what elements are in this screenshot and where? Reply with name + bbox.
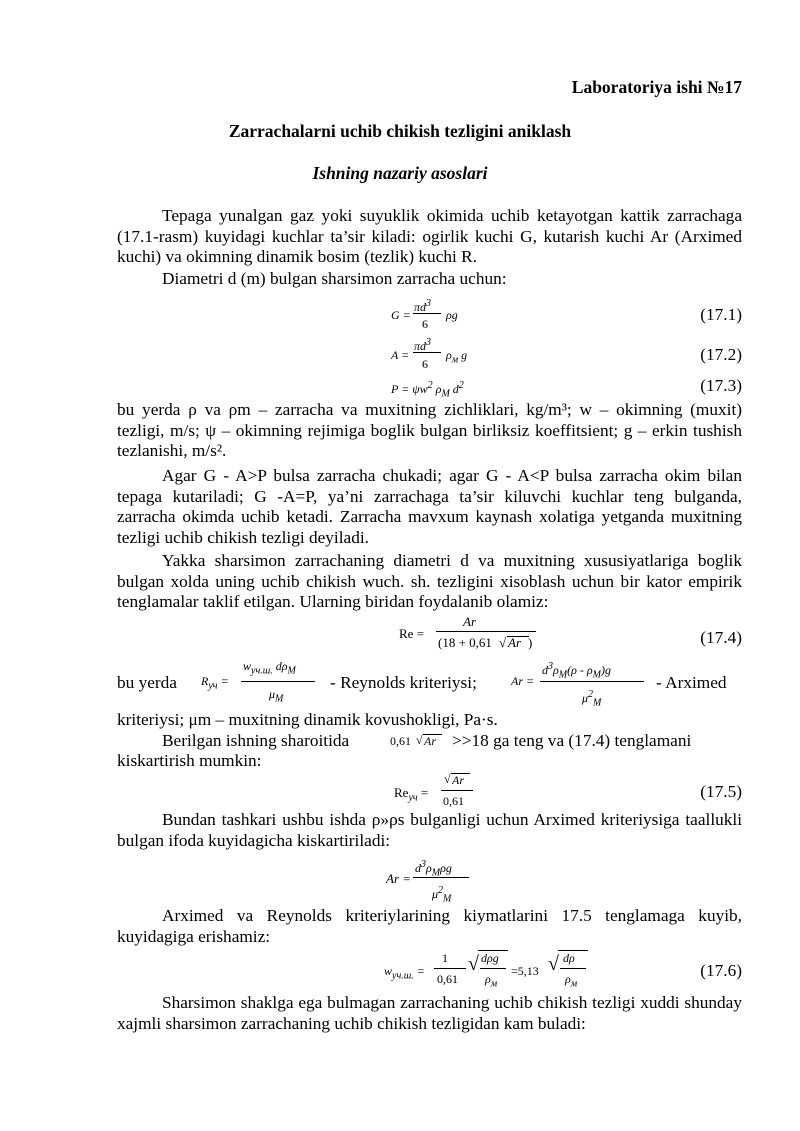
section-title: Ishning nazariy asoslari xyxy=(312,163,488,183)
lab-title: Laboratoriya ishi №17 xyxy=(571,77,742,97)
equation-number: (17.4) xyxy=(700,628,742,647)
equation-number: (17.2) xyxy=(700,345,742,364)
paragraph-viscosity: kriteriysi; μm – muxitning dinamik kovushokligi, Pa·s. xyxy=(117,710,498,729)
equation-number: (17.1) xyxy=(700,305,742,324)
text-reynolds: - Reynolds kriteriysi; xyxy=(330,673,477,692)
text-archimedes: - Arximed xyxy=(656,673,727,692)
text-kiskartirish: kiskartirish mumkin: xyxy=(117,751,262,770)
paragraph-forces: Tepaga yunalgan gaz yoki suyuklik okimida uchib ketayotgan kattik zarrachaga (17.1-rasm) kuyidagi kuchlar ta’sir kiladi: ogirlik kuchi G, kutarish kuchi Ar (Arximed kuchi) va okimning dinamik bosim (tezlik) kuchi R. xyxy=(117,206,742,267)
paragraph-simplification: Bundan tashkari ushbu ishda ρ»ρs bulganligi uchun Arximed kriteriysiga taallukli bulgan ifoda kuyidagicha kiskartiriladi: xyxy=(117,810,742,850)
paragraph-diameter: Diametri d (m) bulgan sharsimon zarracha uchun: xyxy=(162,269,507,288)
paragraph-substitution: Arximed va Reynolds kriteriylarining kiymatlarini 17.5 tenglamaga kuyib, kuyidagiga erishamiz: xyxy=(117,906,742,946)
paragraph-nonspherical: Sharsimon shaklga ega bulmagan zarrachaning uchib chikish tezligi xuddi shunday xajmli sharsimon zarrachaning uchib chikish tezligidan kam buladi: xyxy=(117,993,742,1033)
paragraph-definitions: bu yerda ρ va ρm – zarracha va muxitning zichliklari, kg/m³; w – okimning (muxit) tezligi, m/s; ψ – okimning rejimiga boglik bulgan birliksiz koeffitsient; g – erkin tushish tezlanishi, m/s². xyxy=(117,400,742,461)
paragraph-empirical: Yakka sharsimon zarrachaning diametri d va muxitning xususiyatlariga boglik bulgan xolda uning uchib chikish wuch. sh. tezligini xisoblash uchun bir kator empirik tenglamalar taklif etilgan. Ularning biridan foydalanib olamiz: xyxy=(117,551,742,612)
text-ga-teng: >>18 ga teng va (17.4) tenglamani xyxy=(452,731,692,750)
equation-number: (17.6) xyxy=(700,961,742,980)
paragraph-conditions: Agar G - A>P bulsa zarracha chukadi; agar G - A<P bulsa zarracha okim bilan tepaga kutariladi; G -A=P, ya’ni zarrachaga ta’sir kiluvchi kuchlar teng bulganda, zarracha okimda uchib ketadi. Zarracha mavxum kaynash xolatiga yetganda muxitning tezligi uchib chikish tezligi deyiladi. xyxy=(117,466,742,547)
document-page: Laboratoriya ishi №17 Zarrachalarni uchib chikish tezligini aniklash Ishning nazariy asoslari Tepaga yunalgan gaz yoki suyuklik okimida uchib ketayotgan kattik zarrachaga (17.1-rasm) kuyidagi kuchlar ta’sir kiladi: ogirlik kuchi G, kutarish kuchi Ar (Arximed kuchi) va okimning dinamik bosim (tezlik) kuchi R. Diametri d (m) bulgan sharsimon zarracha uchun: G = $\pi d^3$ 6 ρg (17.1) A = $\pi d^3$ 6 $\rho_м$ g (17.2) $P = \psi w^2$ $\rho_М$ $d^2$ (17.3) bu yerda ρ va ρm – zarracha va muxitning zichliklari, kg/m³; w – okimning (muxit) tezligi, m/s; ψ – okimning rejimiga boglik bulgan birliksiz koeffitsient; g – erkin tushish tezlanishi, m/s². Agar G - A>P bulsa zarracha chukadi; agar G - A<P bulsa zarracha okim bilan tepaga kutariladi; G -A=P, ya’ni zarrachaga ta’sir kiluvchi kuchlar teng bulganda, zarracha okimda uchib ketadi. Zarracha mavxum kaynash xolatiga yetganda muxitning tezligi uchib chikish tezligi deyiladi. Yakka sharsimon zarrachaning diametri d va muxitning xususiyatlariga boglik bulgan xolda uning uchib chikish wuch. sh. tezligini xisoblash uchun bir kator empirik tenglamalar taklif etilgan. Ularning biridan foydalanib olamiz: Re = Ar (18 + 0,61 √ Ar ) (17.4) bu yerda $R_{уч}$ = $w_{уч.ш.}$ $d\rho_М$ $\mu_М$ - Reynolds kriteriysi; Ar = $d^3\rho_М(\rho - \rho_М)g$ $\mu^2_М$ - Arximed kriteriysi; μm – muxitning dinamik kovushokligi, Pa·s. Berilgan ishning sharoitida 0,61 √ Ar >>18 ga teng va (17.4) tenglamani kiskartirish mumkin: $Re_{уч}$ = √ Ar 0,61 (17.5) Bundan tashkari ushbu ishda ρ»ρs bulganligi uchun Arximed kriteriysiga taallukli bulgan ifoda kuyidagicha kiskartiriladi: Ar = $d^3\rho_М\rho g$ $\mu^2_М$ Arximed va Reynolds kriteriylarining kiymatlarini 17.5 tenglamaga kuyib, kuyidagiga erishamiz: $w_{уч.ш.}$ = 1 0,61 √ dρg $\rho_м$ =5,13 √ dρ $\rho_м$ (17.6) Sharsimon shaklga ega bulmagan zarrachaning uchib chikish tezligi xuddi shunday xajmli sharsimon zarrachaning uchib chikish tezligidan kam buladi: xyxy=(0,0,800,1131)
text-bu-yerda: bu yerda xyxy=(117,673,177,692)
main-title: Zarrachalarni uchib chikish tezligini aniklash xyxy=(228,121,572,141)
equation-number: (17.3) xyxy=(700,376,742,395)
equation-number: (17.5) xyxy=(700,782,742,801)
text-berilgan: Berilgan ishning sharoitida xyxy=(162,731,350,750)
